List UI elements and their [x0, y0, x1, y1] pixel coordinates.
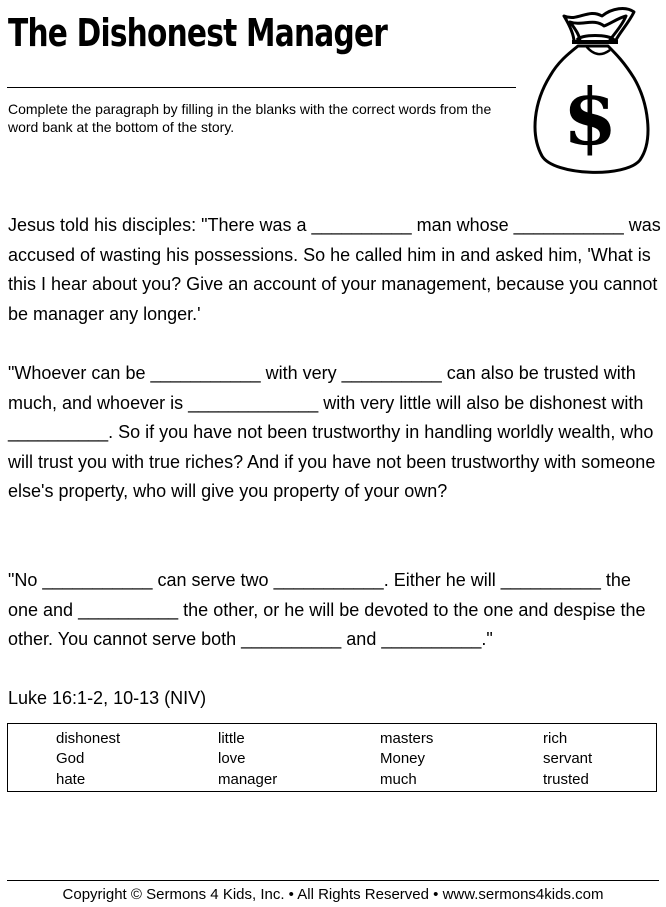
word-bank [7, 723, 657, 792]
word-bank-item: hate [56, 771, 86, 788]
word-bank-item: little [218, 730, 245, 747]
word-bank-item: much [380, 771, 417, 788]
word-bank-item: masters [380, 730, 434, 747]
word-bank-item: dishonest [56, 730, 121, 747]
story-paragraph: "No ___________ can serve two ___________. Either he will __________ the one and __________ the other, or he will be devoted to the one and despise the other. You cannot serve both __________ and __________." [8, 570, 646, 650]
instructions-text: Complete the paragraph by filling in the blanks with the correct words from the word bank at the bottom of the story. [8, 101, 492, 135]
copyright-footer: Copyright © Sermons 4 Kids, Inc. • All Rights Reserved • www.sermons4kids.com [62, 886, 604, 903]
scripture-reference: Luke 16:1-2, 10-13 (NIV) [8, 688, 207, 708]
story-paragraph: "Whoever can be ___________ with very __________ can also be trusted with much, and whoever is _____________ with very little will also be dishonest with __________. So if you have not been trustworthy in handling worldly wealth, who will trust you with true riches? And if you have not been trustworthy with someone else's property, who will give you property of your own? [8, 363, 656, 502]
page-title: The Dishonest Manager [8, 11, 388, 55]
title-divider [7, 87, 516, 88]
story-paragraph: Jesus told his disciples: "There was a __________ man whose ___________ was accused of wasting his possessions. So he called him in and asked him, 'What is this I hear about you? Give an account of your management, because you cannot be manager any longer.' [8, 215, 661, 324]
word-bank-item: rich [543, 730, 568, 747]
word-bank-item: God [56, 750, 85, 767]
word-bank-item: manager [218, 771, 278, 788]
word-bank-item: servant [543, 750, 593, 767]
word-bank-item: trusted [543, 771, 589, 788]
dollar-sign: $ [562, 72, 618, 163]
word-bank-item: Money [380, 750, 426, 767]
money-bag-icon [522, 2, 662, 182]
footer-divider [7, 880, 659, 881]
word-bank-item: love [218, 750, 246, 767]
